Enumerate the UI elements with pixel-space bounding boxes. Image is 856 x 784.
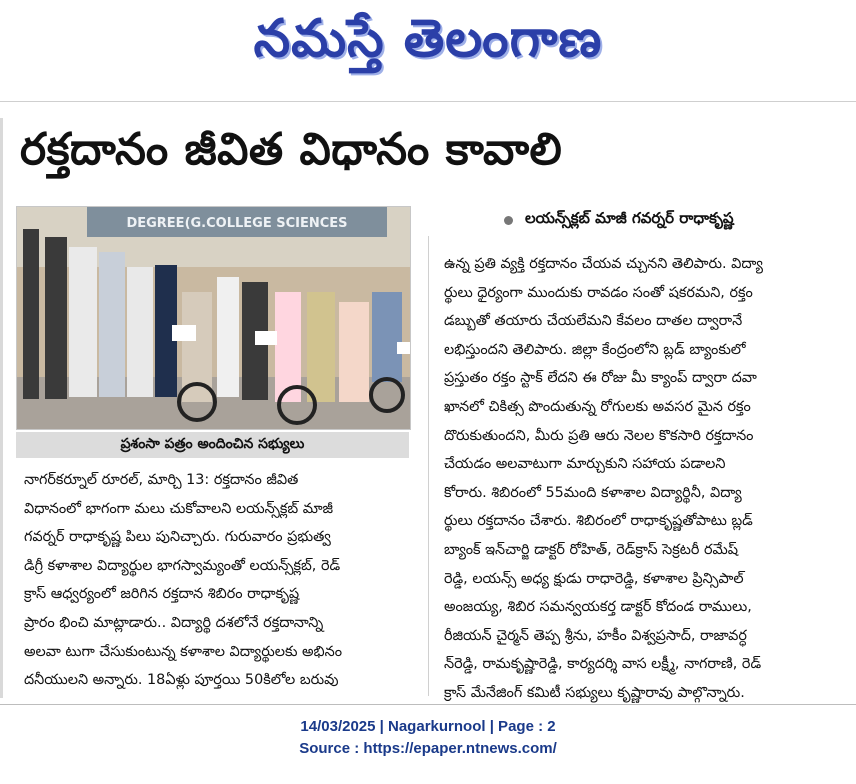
body-line: బ్యాంక్ ఇన్‌చార్జి డాక్టర్ రోహిత్, రెడ్‌క్రాస్ సెక్రటరీ రమేష్ — [444, 541, 738, 558]
body-line: దనీయులని అన్నారు. 18ఏళ్లు పూర్తయి 50కిలోల బరువు — [24, 672, 339, 689]
body-line: ర్థులు ధైర్యంగా ముందుకు రావడం సంతో షకరమని, రక్తం — [444, 284, 753, 301]
photo-illustration — [17, 207, 410, 429]
body-line: అంజయ్య, శిబిర సమన్వయకర్త డాక్టర్ కోదండ రాములు, — [444, 599, 752, 616]
article-body-right — [444, 250, 840, 708]
body-line: లభిస్తుందని తెలిపారు. జిల్లా కేంద్రంలోని బ్లడ్ బ్యాంకులో — [444, 341, 746, 358]
article-byline — [444, 206, 844, 234]
bullet-icon — [504, 216, 513, 225]
body-line: గవర్నర్ రాధాకృష్ణ పిలు పునిచ్చారు. గురువారం ప్రభుత్వ — [24, 529, 331, 546]
column-divider — [428, 236, 429, 696]
body-line: విధానంలో భాగంగా మలు చుకోవాలని లయన్స్‌క్లబ్ మాజీ — [24, 500, 334, 517]
body-line: డబ్బుతో తయారు చేయలేమని కేవలం దాతల ద్వారానే — [444, 313, 743, 330]
footer-date-edition: 14/03/2025 | Nagarkurnool | Page : 2 — [300, 718, 556, 735]
footer-divider — [0, 704, 856, 705]
body-line: క్రాస్ ఆధ్వర్యంలో జరిగిన రక్తదాన శిబిరం రాధాకృష్ణ — [24, 586, 300, 603]
body-line: నాగర్‌కర్నూల్ రూరల్, మార్చి 13: రక్తదానం జీవిత — [24, 472, 299, 488]
body-line: క్రాస్ మేనేజింగ్ కమిటీ సభ్యులు కృష్ణారావు పాల్గొన్నారు. — [444, 684, 745, 701]
body-line: న్‌రెడ్డి, రామకృష్ణారెడ్డి, కార్యదర్శి వాస లక్ష్మీ, నాగరాణి, రెడ్ — [444, 656, 762, 673]
body-line: చేయడం అలవాటుగా మార్చుకుని సహాయ పడాలని — [444, 456, 726, 473]
body-line: ర్థులు రక్తదానం చేశారు. శిబిరంలో రాధాకృష్ణతోపాటు బ్లడ్ — [444, 513, 753, 530]
masthead — [0, 0, 856, 100]
article-headline: రక్తదానం జీవిత విధానం కావాలి — [20, 124, 563, 175]
photo-caption: ప్రశంసా పత్రం అందించిన సభ్యులు — [16, 432, 409, 458]
page-footer — [0, 716, 856, 760]
footer-source: Source : https://epaper.ntnews.com/ — [299, 740, 557, 757]
body-line: కోరారు. శిబిరంలో 55మంది కళాశాల విద్యార్థినీ, విద్యా — [444, 484, 742, 501]
body-line: ప్రస్తుతం రక్తం స్టాక్ లేదని ఈ రోజు మీ క్యాంప్ ద్వారా దవా — [444, 370, 757, 387]
body-line: డిగ్రీ కళాశాల విద్యార్థుల భాగస్వామ్యంతో లయన్స్‌క్లబ్, రెడ్ — [24, 557, 341, 574]
body-line: దొరుకుతుందని, మీరు ప్రతి ఆరు నెలల కొకసారి రక్తదానం — [444, 427, 754, 444]
body-line: రెడ్డి, లయన్స్ అధ్య క్షుడు రాధారెడ్డి, కళాశాల ప్రిన్సిపాల్ — [444, 570, 744, 587]
body-line: ఖానలో చికిత్స పొందుతున్న రోగులకు అవసర మైన రక్తం — [444, 398, 751, 415]
body-line: ఉన్న ప్రతి వ్యక్తి రక్తదానం చేయవ చ్చునని తెలిపారు. విద్యా — [444, 256, 763, 272]
body-line: అలవా టుగా చేసుకుంటున్న కళాశాల విద్యార్థులకు అభినం — [24, 643, 343, 660]
article-body-left — [24, 466, 416, 695]
byline-text: లయన్స్‌క్లబ్ మాజీ గవర్నర్ రాధాకృష్ణ — [525, 209, 734, 227]
newspaper-logo: నమస్తే తెలంగాణ — [253, 8, 603, 69]
body-line: రీజియన్ చైర్మన్ తెప్ప శ్రీను, హకీం విశ్వప్రసాద్, రాజావర్ధ — [444, 627, 747, 644]
body-line: ప్రారం భించి మాట్లాడారు.. విద్యార్థి దశలోనే రక్తదానాన్ని — [24, 614, 324, 631]
article-photo — [16, 206, 411, 430]
photo-banner-text: DEGREE(G.COLLEGE SCIENCES — [126, 216, 348, 231]
masthead-divider — [0, 101, 856, 102]
left-margin-bar — [0, 118, 3, 698]
